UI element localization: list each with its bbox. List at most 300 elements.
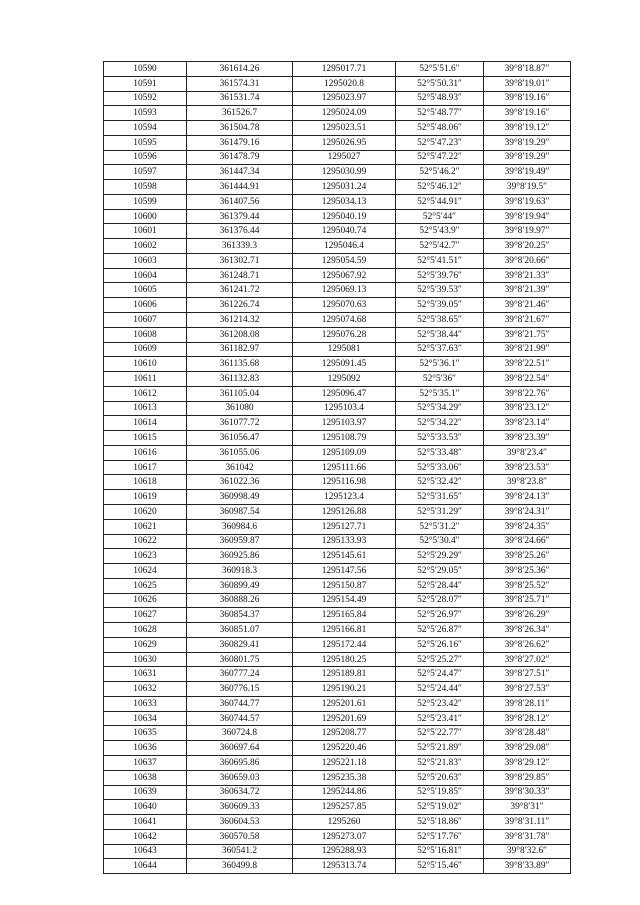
table-row <box>104 327 571 342</box>
longitude-cell: 39°8′26.34″ <box>484 623 571 638</box>
x-coordinate-cell: 361182.97 <box>187 342 293 357</box>
x-coordinate-cell: 361504.78 <box>187 121 293 136</box>
y-coordinate-cell: 1295030.99 <box>293 165 396 180</box>
longitude-cell: 39°8′21.39″ <box>484 283 571 298</box>
x-coordinate-cell: 360776.15 <box>187 682 293 697</box>
point-number-cell: 10627 <box>104 608 187 623</box>
longitude-cell: 39°8′24.66″ <box>484 534 571 549</box>
longitude-cell: 39°8′31″ <box>484 800 571 815</box>
y-coordinate-cell: 1295070.63 <box>293 298 396 313</box>
longitude-cell: 39°8′19.12″ <box>484 121 571 136</box>
y-coordinate-cell: 1295150.87 <box>293 578 396 593</box>
longitude-cell: 39°8′22.51″ <box>484 357 571 372</box>
longitude-cell: 39°8′23.4″ <box>484 445 571 460</box>
table-row <box>104 593 571 608</box>
x-coordinate-cell: 360609.33 <box>187 800 293 815</box>
y-coordinate-cell: 1295145.61 <box>293 549 396 564</box>
y-coordinate-cell: 1295257.85 <box>293 800 396 815</box>
latitude-cell: 52°5′21.89″ <box>396 741 484 756</box>
y-coordinate-cell: 1295081 <box>293 342 396 357</box>
x-coordinate-cell: 361531.74 <box>187 91 293 106</box>
point-number-cell: 10606 <box>104 298 187 313</box>
x-coordinate-cell: 360801.75 <box>187 652 293 667</box>
point-number-cell: 10604 <box>104 268 187 283</box>
table-row <box>104 268 571 283</box>
x-coordinate-cell: 361208.08 <box>187 327 293 342</box>
longitude-cell: 39°8′32.6″ <box>484 844 571 859</box>
y-coordinate-cell: 1295109.09 <box>293 445 396 460</box>
x-coordinate-cell: 361339.3 <box>187 239 293 254</box>
x-coordinate-cell: 361444.91 <box>187 180 293 195</box>
longitude-cell: 39°8′20.66″ <box>484 253 571 268</box>
latitude-cell: 52°5′26.16″ <box>396 637 484 652</box>
longitude-cell: 39°8′21.46″ <box>484 298 571 313</box>
table-row <box>104 475 571 490</box>
latitude-cell: 52°5′39.53″ <box>396 283 484 298</box>
table-row <box>104 800 571 815</box>
point-number-cell: 10626 <box>104 593 187 608</box>
point-number-cell: 10594 <box>104 121 187 136</box>
longitude-cell: 39°8′31.11″ <box>484 815 571 830</box>
x-coordinate-cell: 361214.32 <box>187 313 293 328</box>
latitude-cell: 52°5′47.22″ <box>396 150 484 165</box>
table-row <box>104 711 571 726</box>
point-number-cell: 10592 <box>104 91 187 106</box>
longitude-cell: 39°8′21.67″ <box>484 313 571 328</box>
x-coordinate-cell: 360697.64 <box>187 741 293 756</box>
point-number-cell: 10623 <box>104 549 187 564</box>
x-coordinate-cell: 360888.26 <box>187 593 293 608</box>
point-number-cell: 10591 <box>104 76 187 91</box>
x-coordinate-cell: 361022.36 <box>187 475 293 490</box>
latitude-cell: 52°5′22.77″ <box>396 726 484 741</box>
latitude-cell: 52°5′19.02″ <box>396 800 484 815</box>
table-row <box>104 62 571 77</box>
longitude-cell: 39°8′28.12″ <box>484 711 571 726</box>
longitude-cell: 39°8′24.31″ <box>484 504 571 519</box>
latitude-cell: 52°5′29.05″ <box>396 564 484 579</box>
longitude-cell: 39°8′19.63″ <box>484 194 571 209</box>
y-coordinate-cell: 1295189.81 <box>293 667 396 682</box>
latitude-cell: 52°5′23.41″ <box>396 711 484 726</box>
latitude-cell: 52°5′23.42″ <box>396 696 484 711</box>
longitude-cell: 39°8′23.12″ <box>484 401 571 416</box>
latitude-cell: 52°5′26.97″ <box>396 608 484 623</box>
longitude-cell: 39°8′19.29″ <box>484 150 571 165</box>
y-coordinate-cell: 1295040.19 <box>293 209 396 224</box>
longitude-cell: 39°8′25.36″ <box>484 564 571 579</box>
x-coordinate-cell: 360998.49 <box>187 490 293 505</box>
point-number-cell: 10607 <box>104 313 187 328</box>
table-row <box>104 726 571 741</box>
point-number-cell: 10603 <box>104 253 187 268</box>
x-coordinate-cell: 361055.06 <box>187 445 293 460</box>
longitude-cell: 39°8′27.02″ <box>484 652 571 667</box>
longitude-cell: 39°8′22.54″ <box>484 372 571 387</box>
latitude-cell: 52°5′16.81″ <box>396 844 484 859</box>
table-row <box>104 770 571 785</box>
table-row <box>104 564 571 579</box>
longitude-cell: 39°8′24.35″ <box>484 519 571 534</box>
x-coordinate-cell: 361574.31 <box>187 76 293 91</box>
x-coordinate-cell: 360570.58 <box>187 829 293 844</box>
y-coordinate-cell: 1295313.74 <box>293 859 396 874</box>
y-coordinate-cell: 1295220.46 <box>293 741 396 756</box>
latitude-cell: 52°5′41.51″ <box>396 253 484 268</box>
table-row <box>104 859 571 874</box>
y-coordinate-cell: 1295172.44 <box>293 637 396 652</box>
x-coordinate-cell: 360899.49 <box>187 578 293 593</box>
longitude-cell: 39°8′29.12″ <box>484 755 571 770</box>
latitude-cell: 52°5′26.87″ <box>396 623 484 638</box>
longitude-cell: 39°8′27.51″ <box>484 667 571 682</box>
latitude-cell: 52°5′36.1″ <box>396 357 484 372</box>
latitude-cell: 52°5′51.6″ <box>396 62 484 77</box>
table-row <box>104 829 571 844</box>
point-number-cell: 10605 <box>104 283 187 298</box>
x-coordinate-cell: 360918.3 <box>187 564 293 579</box>
latitude-cell: 52°5′21.83″ <box>396 755 484 770</box>
latitude-cell: 52°5′48.06″ <box>396 121 484 136</box>
y-coordinate-cell: 1295024.09 <box>293 106 396 121</box>
x-coordinate-cell: 360541.2 <box>187 844 293 859</box>
point-number-cell: 10600 <box>104 209 187 224</box>
latitude-cell: 52°5′38.44″ <box>396 327 484 342</box>
table-row <box>104 239 571 254</box>
y-coordinate-cell: 1295147.56 <box>293 564 396 579</box>
point-number-cell: 10624 <box>104 564 187 579</box>
point-number-cell: 10621 <box>104 519 187 534</box>
y-coordinate-cell: 1295201.61 <box>293 696 396 711</box>
y-coordinate-cell: 1295111.66 <box>293 460 396 475</box>
point-number-cell: 10643 <box>104 844 187 859</box>
latitude-cell: 52°5′18.86″ <box>396 815 484 830</box>
point-number-cell: 10596 <box>104 150 187 165</box>
latitude-cell: 52°5′33.48″ <box>396 445 484 460</box>
table-row <box>104 165 571 180</box>
table-row <box>104 194 571 209</box>
y-coordinate-cell: 1295273.07 <box>293 829 396 844</box>
point-number-cell: 10597 <box>104 165 187 180</box>
table-row <box>104 667 571 682</box>
table-row <box>104 460 571 475</box>
longitude-cell: 39°8′19.16″ <box>484 106 571 121</box>
x-coordinate-cell: 360851.07 <box>187 623 293 638</box>
point-number-cell: 10628 <box>104 623 187 638</box>
y-coordinate-cell: 1295054.59 <box>293 253 396 268</box>
y-coordinate-cell: 1295017.71 <box>293 62 396 77</box>
table-row <box>104 135 571 150</box>
x-coordinate-cell: 360987.54 <box>187 504 293 519</box>
latitude-cell: 52°5′34.29″ <box>396 401 484 416</box>
longitude-cell: 39°8′19.97″ <box>484 224 571 239</box>
table-row <box>104 150 571 165</box>
latitude-cell: 52°5′30.4″ <box>396 534 484 549</box>
y-coordinate-cell: 1295023.97 <box>293 91 396 106</box>
x-coordinate-cell: 361379.44 <box>187 209 293 224</box>
longitude-cell: 39°8′25.26″ <box>484 549 571 564</box>
latitude-cell: 52°5′46.2″ <box>396 165 484 180</box>
y-coordinate-cell: 1295235.38 <box>293 770 396 785</box>
point-number-cell: 10629 <box>104 637 187 652</box>
latitude-cell: 52°5′47.23″ <box>396 135 484 150</box>
y-coordinate-cell: 1295288.93 <box>293 844 396 859</box>
point-number-cell: 10598 <box>104 180 187 195</box>
x-coordinate-cell: 360744.57 <box>187 711 293 726</box>
latitude-cell: 52°5′24.44″ <box>396 682 484 697</box>
table-row <box>104 637 571 652</box>
table-row <box>104 342 571 357</box>
point-number-cell: 10593 <box>104 106 187 121</box>
longitude-cell: 39°8′30.33″ <box>484 785 571 800</box>
x-coordinate-cell: 360724.8 <box>187 726 293 741</box>
point-number-cell: 10617 <box>104 460 187 475</box>
latitude-cell: 52°5′35.1″ <box>396 386 484 401</box>
longitude-cell: 39°8′19.94″ <box>484 209 571 224</box>
longitude-cell: 39°8′29.08″ <box>484 741 571 756</box>
latitude-cell: 52°5′24.47″ <box>396 667 484 682</box>
y-coordinate-cell: 1295116.98 <box>293 475 396 490</box>
point-number-cell: 10641 <box>104 815 187 830</box>
x-coordinate-cell: 361526.7 <box>187 106 293 121</box>
x-coordinate-cell: 360984.6 <box>187 519 293 534</box>
point-number-cell: 10631 <box>104 667 187 682</box>
longitude-cell: 39°8′23.39″ <box>484 431 571 446</box>
longitude-cell: 39°8′26.62″ <box>484 637 571 652</box>
table-row <box>104 741 571 756</box>
longitude-cell: 39°8′18.87″ <box>484 62 571 77</box>
point-number-cell: 10640 <box>104 800 187 815</box>
point-number-cell: 10634 <box>104 711 187 726</box>
table-row <box>104 431 571 446</box>
x-coordinate-cell: 361080 <box>187 401 293 416</box>
y-coordinate-cell: 1295103.97 <box>293 416 396 431</box>
x-coordinate-cell: 361135.68 <box>187 357 293 372</box>
table-row <box>104 209 571 224</box>
x-coordinate-cell: 361132.83 <box>187 372 293 387</box>
point-number-cell: 10642 <box>104 829 187 844</box>
table-row <box>104 386 571 401</box>
y-coordinate-cell: 1295133.93 <box>293 534 396 549</box>
latitude-cell: 52°5′20.63″ <box>396 770 484 785</box>
y-coordinate-cell: 1295026.95 <box>293 135 396 150</box>
longitude-cell: 39°8′23.8″ <box>484 475 571 490</box>
y-coordinate-cell: 1295123.4 <box>293 490 396 505</box>
table-row <box>104 785 571 800</box>
longitude-cell: 39°8′24.13″ <box>484 490 571 505</box>
x-coordinate-cell: 360829.41 <box>187 637 293 652</box>
latitude-cell: 52°5′31.29″ <box>396 504 484 519</box>
longitude-cell: 39°8′22.76″ <box>484 386 571 401</box>
longitude-cell: 39°8′19.49″ <box>484 165 571 180</box>
table-row <box>104 357 571 372</box>
longitude-cell: 39°8′21.99″ <box>484 342 571 357</box>
table-row <box>104 180 571 195</box>
latitude-cell: 52°5′44.91″ <box>396 194 484 209</box>
latitude-cell: 52°5′50.31″ <box>396 76 484 91</box>
y-coordinate-cell: 1295165.84 <box>293 608 396 623</box>
x-coordinate-cell: 360634.72 <box>187 785 293 800</box>
x-coordinate-cell: 361447.34 <box>187 165 293 180</box>
latitude-cell: 52°5′28.44″ <box>396 578 484 593</box>
x-coordinate-cell: 360695.86 <box>187 755 293 770</box>
y-coordinate-cell: 1295190.21 <box>293 682 396 697</box>
table-row <box>104 696 571 711</box>
table-row <box>104 121 571 136</box>
latitude-cell: 52°5′15.46″ <box>396 859 484 874</box>
point-number-cell: 10616 <box>104 445 187 460</box>
table-row <box>104 283 571 298</box>
x-coordinate-cell: 361376.44 <box>187 224 293 239</box>
x-coordinate-cell: 361407.56 <box>187 194 293 209</box>
longitude-cell: 39°8′19.01″ <box>484 76 571 91</box>
longitude-cell: 39°8′20.25″ <box>484 239 571 254</box>
x-coordinate-cell: 361241.72 <box>187 283 293 298</box>
table-row <box>104 534 571 549</box>
table-row <box>104 298 571 313</box>
y-coordinate-cell: 1295046.4 <box>293 239 396 254</box>
point-number-cell: 10612 <box>104 386 187 401</box>
x-coordinate-cell: 360925.86 <box>187 549 293 564</box>
point-number-cell: 10610 <box>104 357 187 372</box>
coordinates-table-body <box>104 62 571 874</box>
table-row <box>104 519 571 534</box>
table-row <box>104 549 571 564</box>
point-number-cell: 10611 <box>104 372 187 387</box>
y-coordinate-cell: 1295020.8 <box>293 76 396 91</box>
point-number-cell: 10602 <box>104 239 187 254</box>
latitude-cell: 52°5′37.63″ <box>396 342 484 357</box>
point-number-cell: 10644 <box>104 859 187 874</box>
y-coordinate-cell: 1295034.13 <box>293 194 396 209</box>
latitude-cell: 52°5′38.65″ <box>396 313 484 328</box>
longitude-cell: 39°8′21.75″ <box>484 327 571 342</box>
y-coordinate-cell: 1295260 <box>293 815 396 830</box>
point-number-cell: 10632 <box>104 682 187 697</box>
latitude-cell: 52°5′31.2″ <box>396 519 484 534</box>
x-coordinate-cell: 360499.8 <box>187 859 293 874</box>
longitude-cell: 39°8′23.53″ <box>484 460 571 475</box>
longitude-cell: 39°8′25.52″ <box>484 578 571 593</box>
table-row <box>104 623 571 638</box>
latitude-cell: 52°5′32.42″ <box>396 475 484 490</box>
y-coordinate-cell: 1295166.81 <box>293 623 396 638</box>
point-number-cell: 10638 <box>104 770 187 785</box>
point-number-cell: 10615 <box>104 431 187 446</box>
y-coordinate-cell: 1295208.77 <box>293 726 396 741</box>
longitude-cell: 39°8′28.11″ <box>484 696 571 711</box>
longitude-cell: 39°8′19.5″ <box>484 180 571 195</box>
table-row <box>104 91 571 106</box>
table-row <box>104 401 571 416</box>
table-row <box>104 682 571 697</box>
x-coordinate-cell: 361302.71 <box>187 253 293 268</box>
point-number-cell: 10637 <box>104 755 187 770</box>
longitude-cell: 39°8′28.48″ <box>484 726 571 741</box>
point-number-cell: 10633 <box>104 696 187 711</box>
point-number-cell: 10599 <box>104 194 187 209</box>
y-coordinate-cell: 1295126.88 <box>293 504 396 519</box>
longitude-cell: 39°8′31.78″ <box>484 829 571 844</box>
y-coordinate-cell: 1295040.74 <box>293 224 396 239</box>
table-row <box>104 445 571 460</box>
latitude-cell: 52°5′17.76″ <box>396 829 484 844</box>
point-number-cell: 10613 <box>104 401 187 416</box>
longitude-cell: 39°8′33.89″ <box>484 859 571 874</box>
latitude-cell: 52°5′25.27″ <box>396 652 484 667</box>
point-number-cell: 10608 <box>104 327 187 342</box>
x-coordinate-cell: 361614.26 <box>187 62 293 77</box>
y-coordinate-cell: 1295127.71 <box>293 519 396 534</box>
y-coordinate-cell: 1295074.68 <box>293 313 396 328</box>
y-coordinate-cell: 1295069.13 <box>293 283 396 298</box>
longitude-cell: 39°8′19.16″ <box>484 91 571 106</box>
latitude-cell: 52°5′39.05″ <box>396 298 484 313</box>
latitude-cell: 52°5′33.53″ <box>396 431 484 446</box>
longitude-cell: 39°8′19.29″ <box>484 135 571 150</box>
point-number-cell: 10619 <box>104 490 187 505</box>
table-row <box>104 490 571 505</box>
x-coordinate-cell: 360854.37 <box>187 608 293 623</box>
y-coordinate-cell: 1295027 <box>293 150 396 165</box>
x-coordinate-cell: 360777.24 <box>187 667 293 682</box>
y-coordinate-cell: 1295201.69 <box>293 711 396 726</box>
table-row <box>104 844 571 859</box>
x-coordinate-cell: 360604.53 <box>187 815 293 830</box>
point-number-cell: 10622 <box>104 534 187 549</box>
point-number-cell: 10625 <box>104 578 187 593</box>
point-number-cell: 10636 <box>104 741 187 756</box>
x-coordinate-cell: 361105.04 <box>187 386 293 401</box>
x-coordinate-cell: 361056.47 <box>187 431 293 446</box>
table-row <box>104 253 571 268</box>
table-row <box>104 652 571 667</box>
table-row <box>104 608 571 623</box>
latitude-cell: 52°5′28.07″ <box>396 593 484 608</box>
table-row <box>104 416 571 431</box>
y-coordinate-cell: 1295067.92 <box>293 268 396 283</box>
point-number-cell: 10595 <box>104 135 187 150</box>
longitude-cell: 39°8′23.14″ <box>484 416 571 431</box>
point-number-cell: 10590 <box>104 62 187 77</box>
table-row <box>104 372 571 387</box>
point-number-cell: 10635 <box>104 726 187 741</box>
table-row <box>104 224 571 239</box>
y-coordinate-cell: 1295023.51 <box>293 121 396 136</box>
longitude-cell: 39°8′21.33″ <box>484 268 571 283</box>
y-coordinate-cell: 1295076.28 <box>293 327 396 342</box>
x-coordinate-cell: 361226.74 <box>187 298 293 313</box>
latitude-cell: 52°5′48.93″ <box>396 91 484 106</box>
y-coordinate-cell: 1295154.49 <box>293 593 396 608</box>
y-coordinate-cell: 1295096.47 <box>293 386 396 401</box>
latitude-cell: 52°5′33.06″ <box>396 460 484 475</box>
latitude-cell: 52°5′43.9″ <box>396 224 484 239</box>
longitude-cell: 39°8′25.71″ <box>484 593 571 608</box>
longitude-cell: 39°8′27.53″ <box>484 682 571 697</box>
y-coordinate-cell: 1295031.24 <box>293 180 396 195</box>
longitude-cell: 39°8′26.29″ <box>484 608 571 623</box>
x-coordinate-cell: 360659.03 <box>187 770 293 785</box>
x-coordinate-cell: 361479.16 <box>187 135 293 150</box>
point-number-cell: 10614 <box>104 416 187 431</box>
y-coordinate-cell: 1295091.45 <box>293 357 396 372</box>
y-coordinate-cell: 1295180.25 <box>293 652 396 667</box>
point-number-cell: 10620 <box>104 504 187 519</box>
table-row <box>104 106 571 121</box>
y-coordinate-cell: 1295221.18 <box>293 755 396 770</box>
table-row <box>104 815 571 830</box>
